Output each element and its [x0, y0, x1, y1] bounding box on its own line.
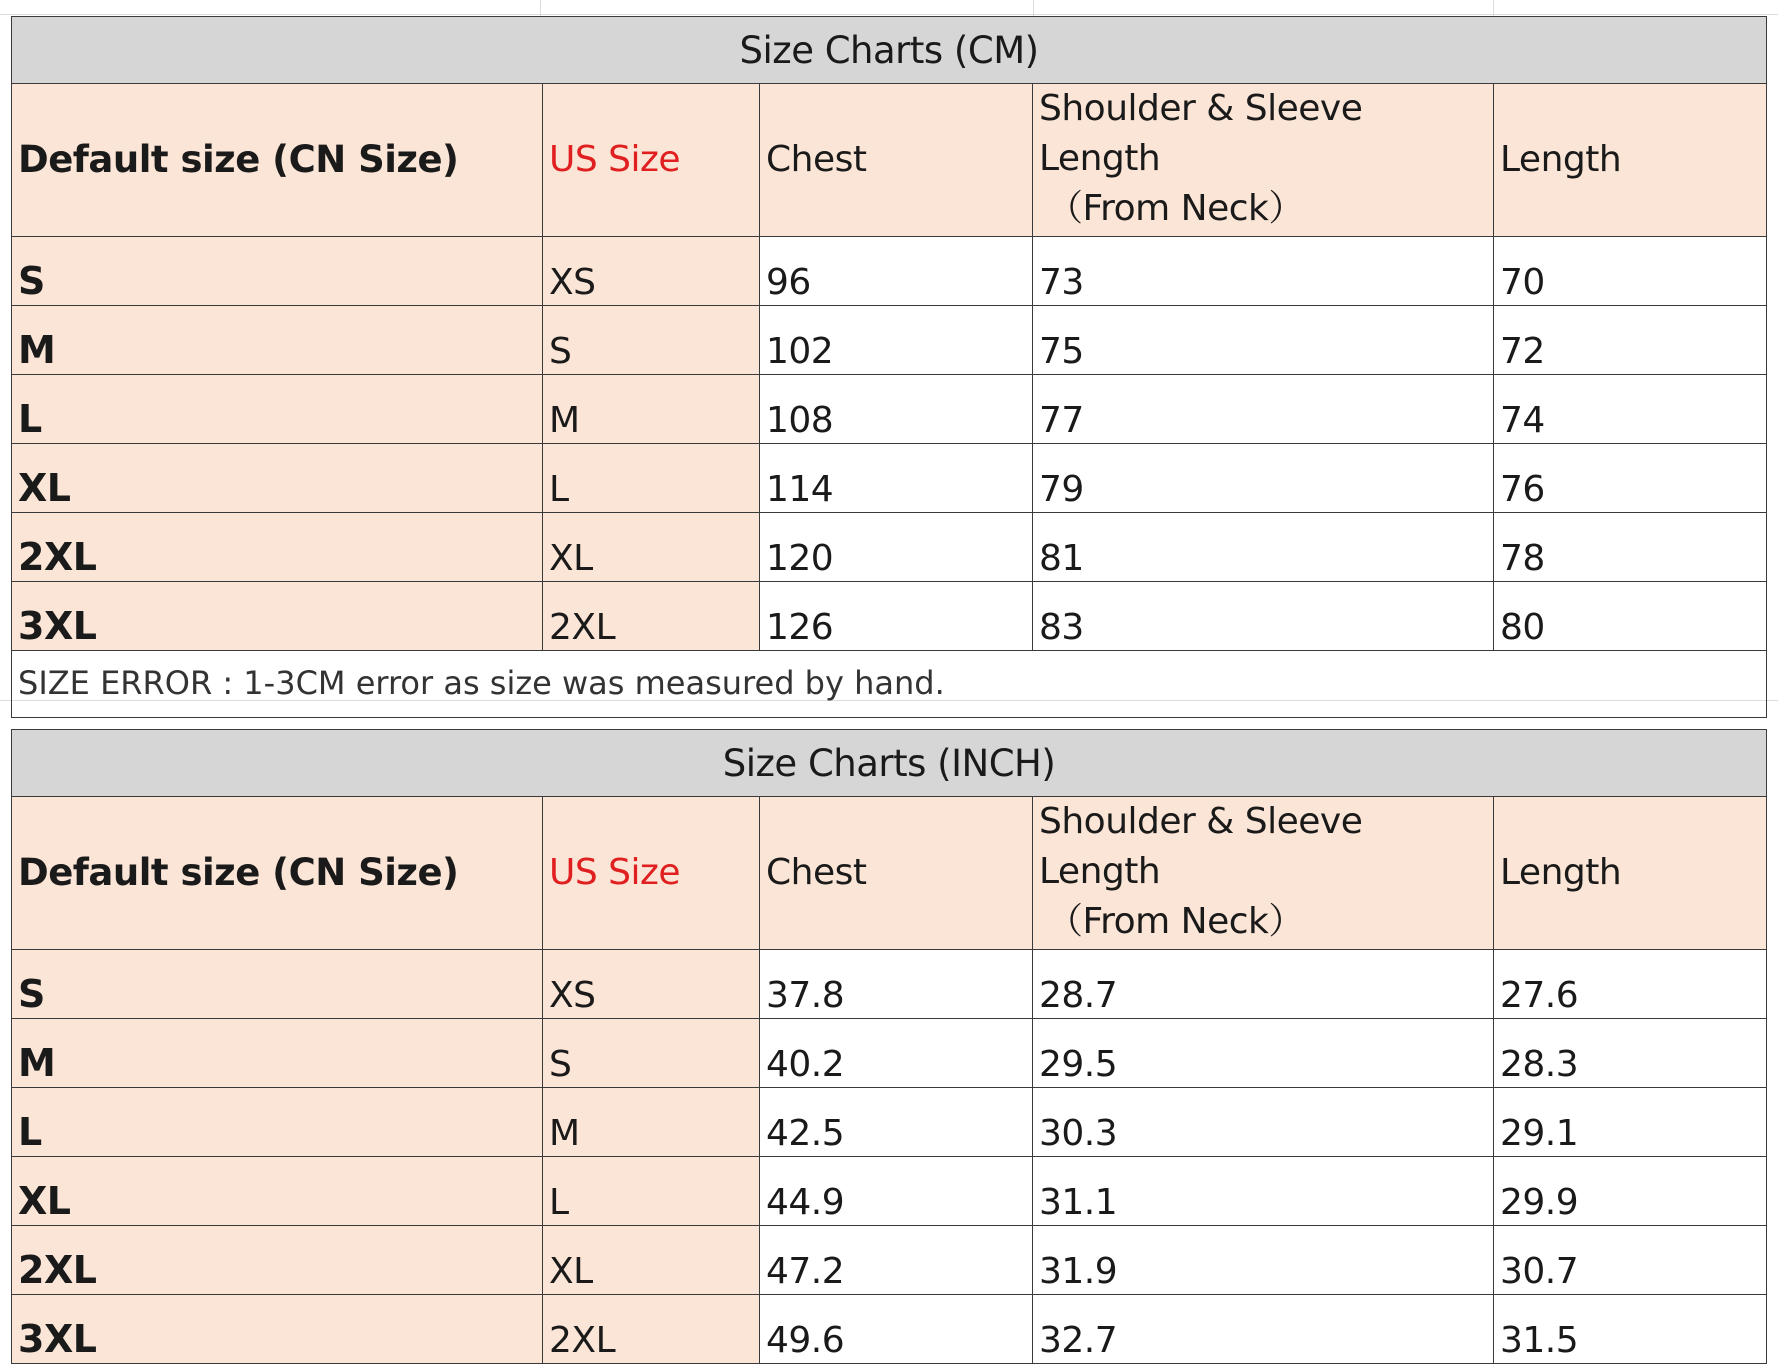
cell-chest: 108	[760, 375, 1033, 444]
cell-cn-size: L	[12, 375, 543, 444]
table-row	[12, 1157, 1767, 1226]
header-length: Length	[1494, 797, 1767, 950]
header-shoulder-sleeve	[1033, 84, 1494, 237]
cell-shoulder: 77	[1033, 375, 1494, 444]
header-shoulder-line1: Shoulder & Sleeve Length	[1039, 88, 1363, 179]
cell-chest: 120	[760, 513, 1033, 582]
cell-length: 28.3	[1494, 1019, 1767, 1088]
cell-length: 30.7	[1494, 1226, 1767, 1295]
header-length: Length	[1494, 84, 1767, 237]
header-chest: Chest	[760, 84, 1033, 237]
cell-cn-size: S	[12, 950, 543, 1019]
table-title-row	[12, 730, 1767, 797]
table-note-row	[12, 651, 1767, 718]
sheet-gridline	[0, 14, 1778, 15]
cell-cn-size: L	[12, 1088, 543, 1157]
cell-cn-size: 3XL	[12, 582, 543, 651]
size-error-note: SIZE ERROR : 1-3CM error as size was measured by hand.	[12, 651, 1767, 718]
size-chart-cm-table	[11, 16, 1767, 718]
header-us-size: US Size	[543, 84, 760, 237]
cell-us-size: XS	[543, 237, 760, 306]
cell-us-size: S	[543, 306, 760, 375]
header-shoulder-line1: Shoulder & Sleeve Length	[1039, 801, 1363, 892]
table-header-row	[12, 84, 1767, 237]
cell-shoulder: 31.9	[1033, 1226, 1494, 1295]
cell-length: 27.6	[1494, 950, 1767, 1019]
cell-chest: 49.6	[760, 1295, 1033, 1364]
cell-length: 29.1	[1494, 1088, 1767, 1157]
cell-length: 80	[1494, 582, 1767, 651]
cell-chest: 44.9	[760, 1157, 1033, 1226]
cell-length: 70	[1494, 237, 1767, 306]
cell-us-size: XS	[543, 950, 760, 1019]
table-row	[12, 237, 1767, 306]
header-shoulder-line2: （From Neck）	[1047, 188, 1304, 229]
cell-length: 76	[1494, 444, 1767, 513]
table-title-row	[12, 17, 1767, 84]
cell-chest: 126	[760, 582, 1033, 651]
cell-us-size: M	[543, 375, 760, 444]
cell-us-size: 2XL	[543, 1295, 760, 1364]
cell-chest: 40.2	[760, 1019, 1033, 1088]
table-row	[12, 375, 1767, 444]
cell-shoulder: 32.7	[1033, 1295, 1494, 1364]
cell-cn-size: XL	[12, 444, 543, 513]
cell-us-size: L	[543, 444, 760, 513]
cell-shoulder: 73	[1033, 237, 1494, 306]
table-row	[12, 950, 1767, 1019]
cell-shoulder: 81	[1033, 513, 1494, 582]
header-cn-size: Default size (CN Size)	[12, 84, 543, 237]
cell-length: 31.5	[1494, 1295, 1767, 1364]
cell-us-size: S	[543, 1019, 760, 1088]
table-title: Size Charts (CM)	[12, 17, 1767, 84]
cell-us-size: 2XL	[543, 582, 760, 651]
cell-chest: 37.8	[760, 950, 1033, 1019]
cell-cn-size: XL	[12, 1157, 543, 1226]
cell-chest: 47.2	[760, 1226, 1033, 1295]
cell-cn-size: S	[12, 237, 543, 306]
cell-cn-size: 2XL	[12, 1226, 543, 1295]
cell-chest: 102	[760, 306, 1033, 375]
cell-us-size: XL	[543, 1226, 760, 1295]
cell-us-size: M	[543, 1088, 760, 1157]
cell-cn-size: M	[12, 1019, 543, 1088]
cell-chest: 42.5	[760, 1088, 1033, 1157]
cell-shoulder: 28.7	[1033, 950, 1494, 1019]
cell-us-size: L	[543, 1157, 760, 1226]
table-row	[12, 1088, 1767, 1157]
table-row	[12, 1295, 1767, 1364]
cell-chest: 96	[760, 237, 1033, 306]
table-row	[12, 306, 1767, 375]
header-us-size: US Size	[543, 797, 760, 950]
table-row	[12, 513, 1767, 582]
cell-shoulder: 31.1	[1033, 1157, 1494, 1226]
header-cn-size: Default size (CN Size)	[12, 797, 543, 950]
cell-cn-size: 2XL	[12, 513, 543, 582]
header-chest: Chest	[760, 797, 1033, 950]
table-title: Size Charts (INCH)	[12, 730, 1767, 797]
cell-shoulder: 75	[1033, 306, 1494, 375]
table-row	[12, 444, 1767, 513]
cell-cn-size: M	[12, 306, 543, 375]
header-shoulder-line2: （From Neck）	[1047, 901, 1304, 942]
cell-shoulder: 83	[1033, 582, 1494, 651]
cell-shoulder: 30.3	[1033, 1088, 1494, 1157]
cell-length: 78	[1494, 513, 1767, 582]
cell-us-size: XL	[543, 513, 760, 582]
cell-length: 29.9	[1494, 1157, 1767, 1226]
cell-length: 74	[1494, 375, 1767, 444]
size-chart-inch-table	[11, 729, 1767, 1364]
header-shoulder-sleeve	[1033, 797, 1494, 950]
table-row	[12, 1019, 1767, 1088]
cell-shoulder: 29.5	[1033, 1019, 1494, 1088]
cell-chest: 114	[760, 444, 1033, 513]
cell-length: 72	[1494, 306, 1767, 375]
cell-shoulder: 79	[1033, 444, 1494, 513]
table-row	[12, 582, 1767, 651]
cell-cn-size: 3XL	[12, 1295, 543, 1364]
table-header-row	[12, 797, 1767, 950]
table-row	[12, 1226, 1767, 1295]
